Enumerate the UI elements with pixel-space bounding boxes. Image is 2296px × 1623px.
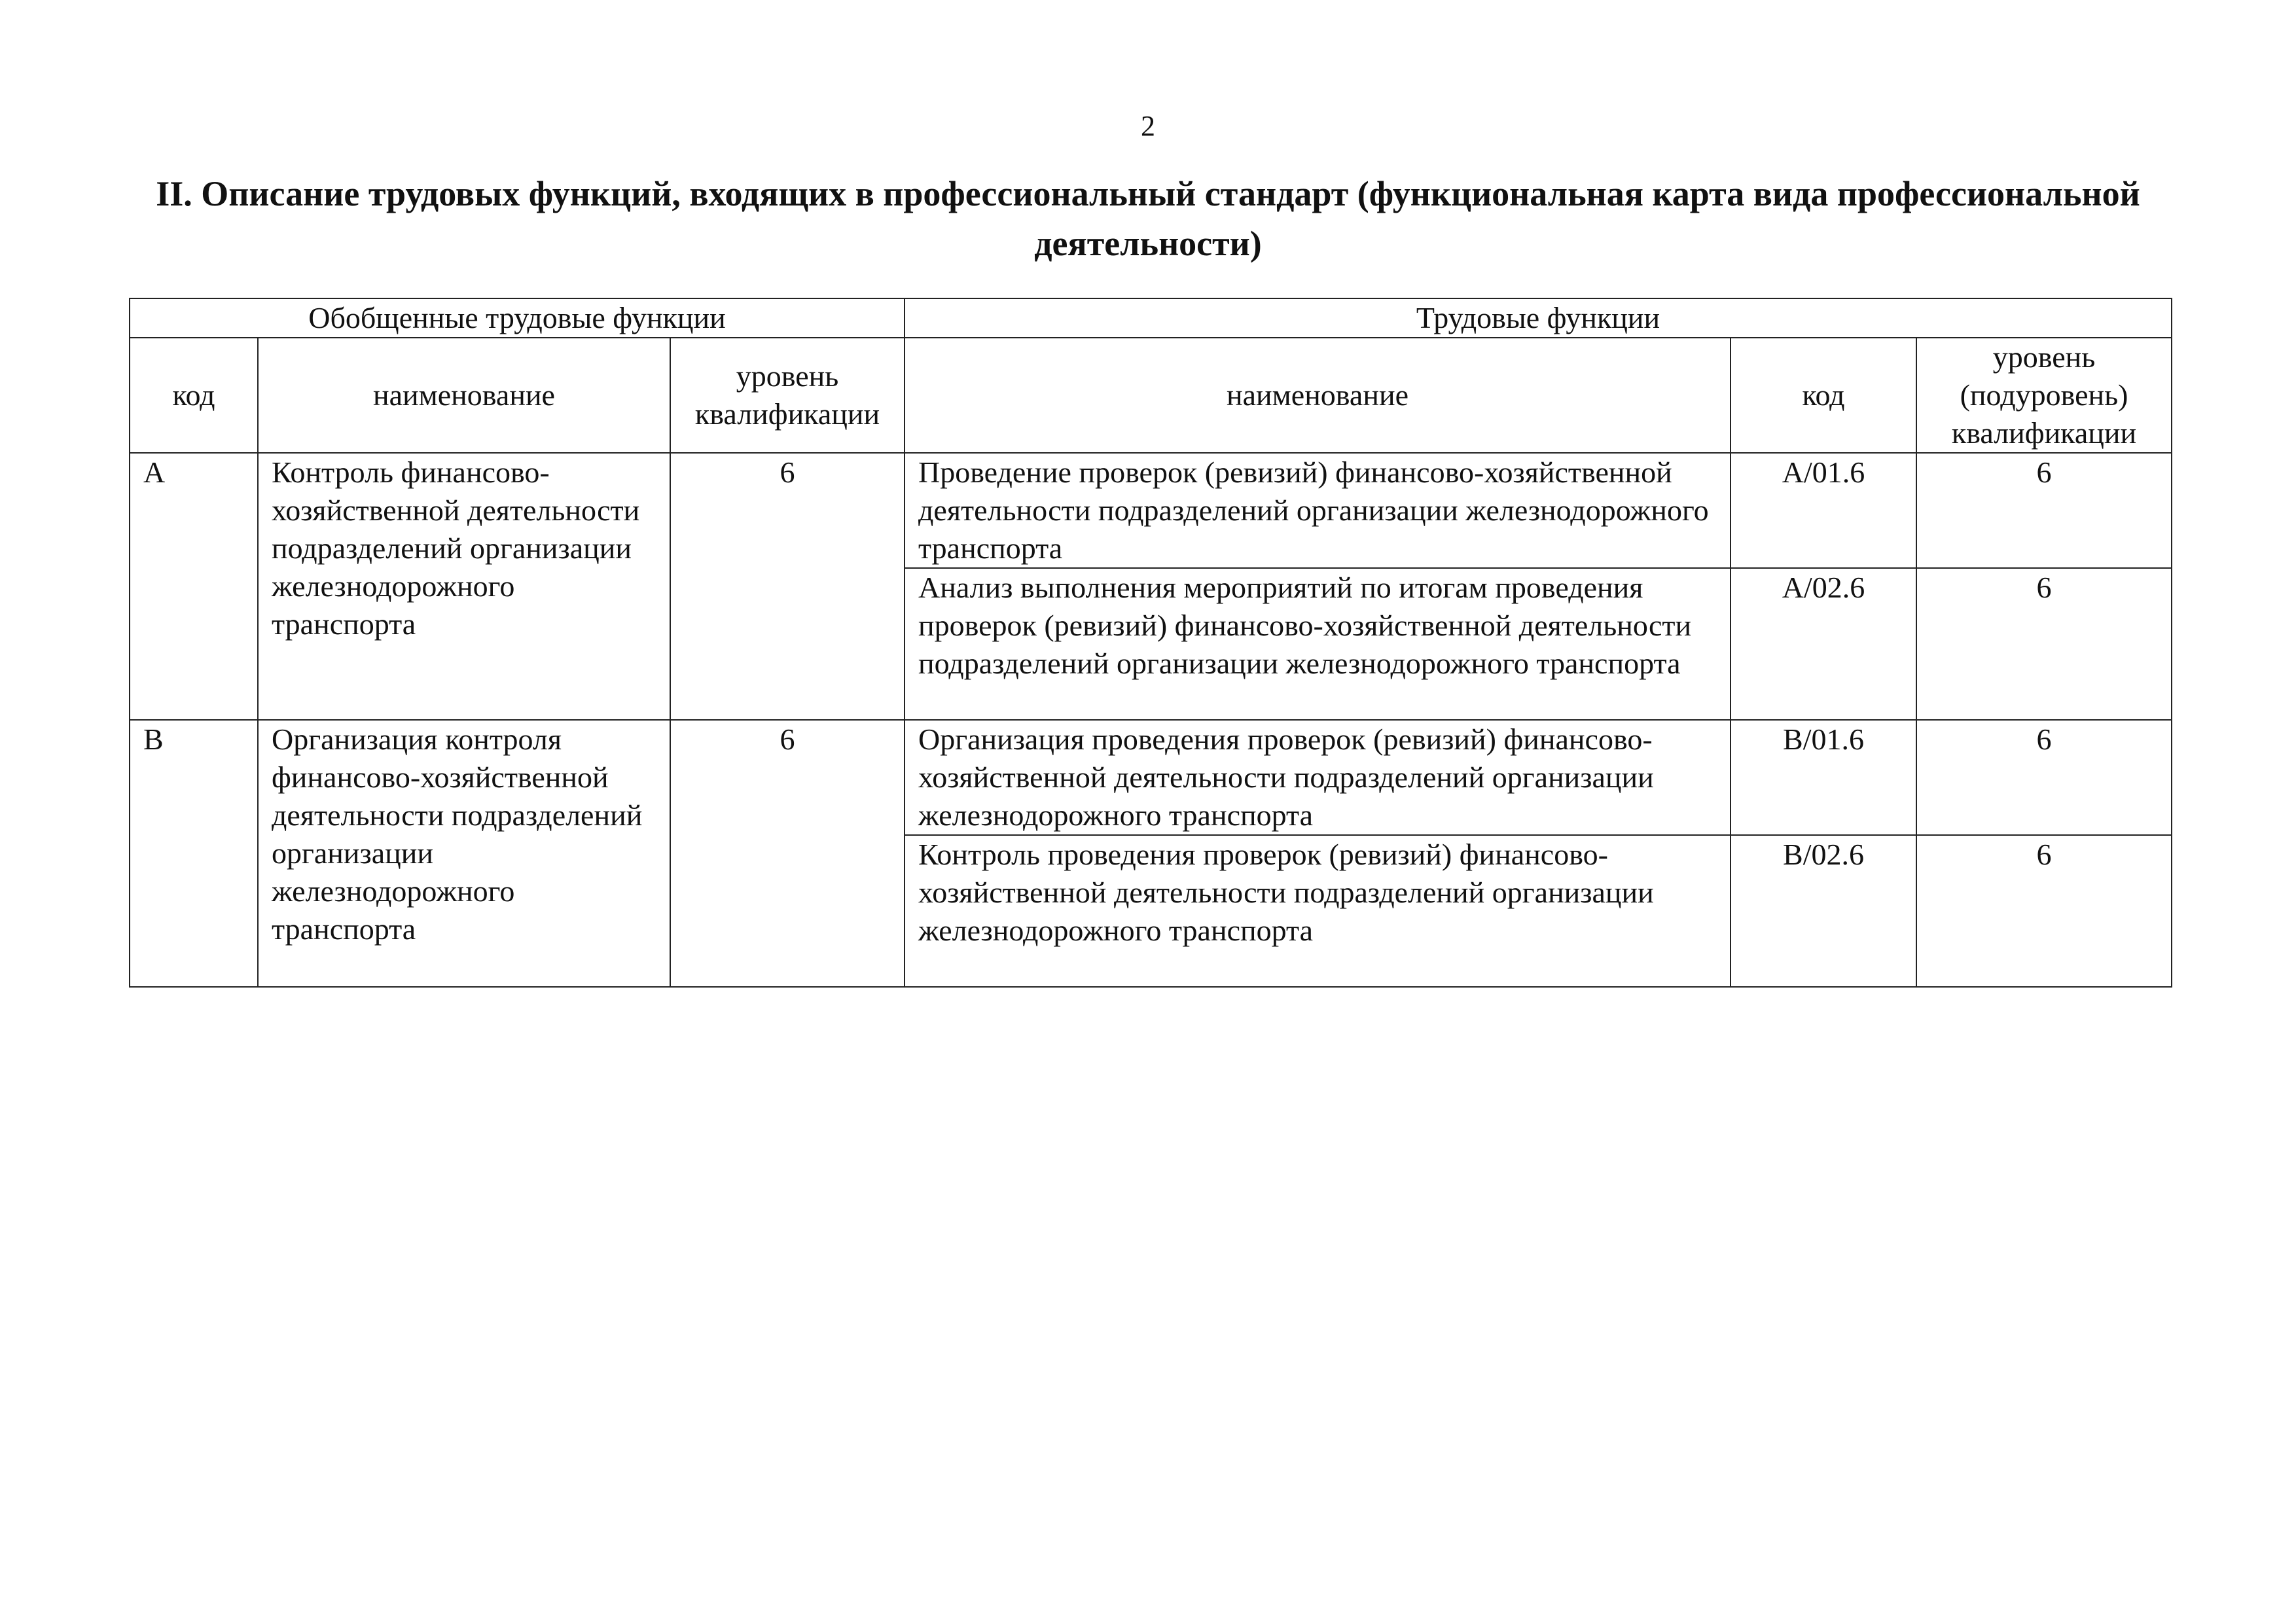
labor-functions-table (129, 298, 2172, 988)
group-name: Организация контроля финансово-хозяйственной деятельности подразделений организации железнодорожного транспорта (258, 720, 670, 987)
function-level: 6 (1916, 568, 2172, 720)
group-name: Контроль финансово-хозяйственной деятельности подразделений организации железнодорожного транспорта (258, 453, 670, 720)
function-name: Организация проведения проверок (ревизий) финансово-хозяйственной деятельности подразделений организации железнодорожного транспорта (905, 720, 1731, 835)
function-name: Проведение проверок (ревизий) финансово-хозяйственной деятельности подразделений организации железнодорожного транспорта (905, 453, 1731, 568)
function-code: A/01.6 (1731, 453, 1916, 568)
section-title: II. Описание трудовых функций, входящих в профессиональный стандарт (функциональная карта вида профессиональной деятельности) (156, 174, 2140, 263)
column-header-row (130, 338, 2172, 453)
function-name: Контроль проведения проверок (ревизий) финансово-хозяйственной деятельности подразделений организации железнодорожного транспорта (905, 835, 1731, 987)
gen-level-header: уровень квалификации (670, 338, 905, 453)
labor-functions-header: Трудовые функции (905, 298, 2172, 338)
group-code: B (130, 720, 258, 987)
func-name-header: наименование (905, 338, 1731, 453)
func-level-header: уровень (подуровень) квалификации (1916, 338, 2172, 453)
gen-name-header: наименование (258, 338, 670, 453)
function-level: 6 (1916, 720, 2172, 835)
group-header-row (130, 298, 2172, 338)
function-level: 6 (1916, 835, 2172, 987)
group-level: 6 (670, 720, 905, 987)
gen-code-header: код (130, 338, 258, 453)
function-code: B/01.6 (1731, 720, 1916, 835)
function-code: A/02.6 (1731, 568, 1916, 720)
function-level: 6 (1916, 453, 2172, 568)
function-code: B/02.6 (1731, 835, 1916, 987)
generalized-functions-header: Обобщенные трудовые функции (130, 298, 905, 338)
table-row (130, 453, 2172, 568)
group-code: A (130, 453, 258, 720)
page-number: 2 (1141, 110, 1155, 142)
func-code-header: код (1731, 338, 1916, 453)
function-name: Анализ выполнения мероприятий по итогам проведения проверок (ревизий) финансово-хозяйственной деятельности подразделений организации железнодорожного транспорта (905, 568, 1731, 720)
group-level: 6 (670, 453, 905, 720)
table-row (130, 720, 2172, 835)
